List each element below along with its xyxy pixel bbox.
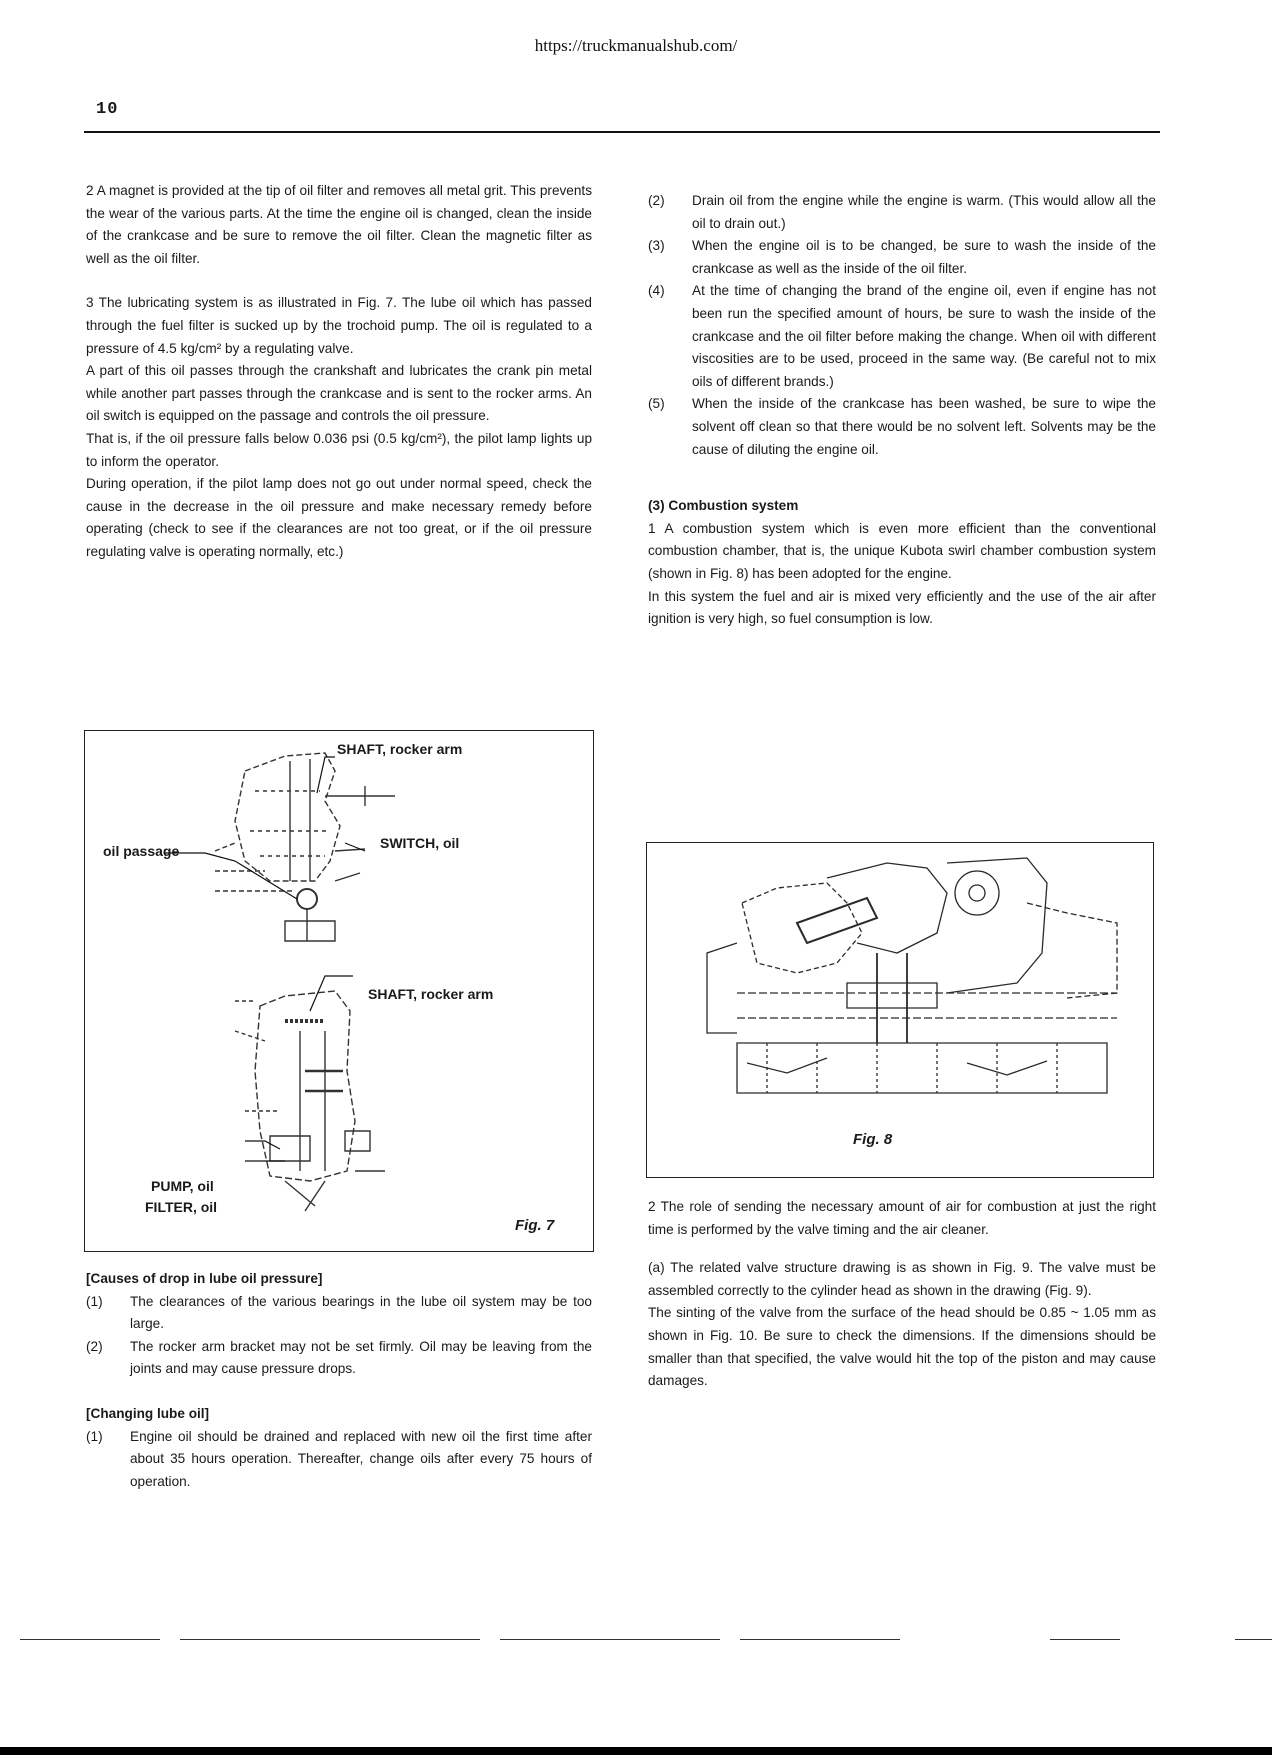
list-number: (1) <box>86 1428 103 1444</box>
list-number: (2) <box>86 1338 103 1354</box>
label-oil-passage: oil passage <box>103 843 180 859</box>
list-item <box>648 280 1156 393</box>
list-number: (5) <box>648 396 665 412</box>
lubrication-drawing <box>85 731 593 1251</box>
paragraph-pilot-lamp: That is, if the oil pressure falls below 0.036 psi (0.5 kg/cm²), the pilot lamp lights up to inform the operator. <box>86 430 592 469</box>
footer-rule <box>500 1639 720 1640</box>
list-item <box>86 1291 592 1336</box>
heading-changing-lube-oil: [Changing lube oil] <box>86 1405 210 1421</box>
paragraph-fuel-air-mixing: In this system the fuel and air is mixed very efficiently and the use of the air after ignition is very high, so fuel consumption is low. <box>648 588 1156 627</box>
list-text: At the time of changing the brand of the engine oil, even if engine has not been run the specified amount of hours, be sure to wash the inside of the crankcase and the oil filter before making the change. When oil with different viscosities are to be used, proceed in the same way. (Be careful not to mix oils of different brands.) <box>692 283 1156 389</box>
heading-causes-of-drop: [Causes of drop in lube oil pressure] <box>86 1271 323 1286</box>
heading-combustion-system: (3) Combustion system <box>648 498 799 514</box>
right-column <box>648 190 1156 631</box>
label-switch-oil: SWITCH, oil <box>380 835 460 851</box>
combustion-drawing <box>647 843 1153 1177</box>
list-item <box>86 1426 592 1494</box>
paragraph-valve-structure: (a) The related valve structure drawing is as shown in Fig. 9. The valve must be assembled correctly to the cylinder head as shown in the drawing (Fig. 9). <box>648 1260 1156 1298</box>
list-text: The rocker arm bracket may not be set firmly. Oil may be leaving from the joints and may cause pressure drops. <box>130 1338 592 1377</box>
left-column-lower <box>86 1268 592 1493</box>
list-number: (4) <box>648 283 665 299</box>
paragraph-oil-path: A part of this oil passes through the crankshaft and lubricates the crank pin metal while another part passes through the crankcase and is sent to the rocker arms. An oil switch is equipped on the passage and controls the oil pressure. <box>86 363 592 424</box>
figure-7-caption: Fig. 7 <box>515 1217 555 1234</box>
label-shaft-rocker-arm-bottom: SHAFT, rocker arm <box>368 986 494 1002</box>
paragraph-lubricating-system: 3 The lubricating system is as illustrated in Fig. 7. The lube oil which has passed through the fuel filter is sucked up by the trochoid pump. The oil is regulated to a pressure of 4.5 kg/cm² by a regulating valve. <box>86 295 592 356</box>
left-column <box>86 180 592 564</box>
footer-rule <box>20 1639 160 1640</box>
paragraph-magnet: 2 A magnet is provided at the tip of oil filter and removes all metal grit. This prevents the wear of the various parts. At the time the engine oil is changed, clean the inside of the crankcase and be sure to remove the oil filter. Clean the magnetic filter as well as the oil filter. <box>86 183 592 266</box>
label-filter-oil: FILTER, oil <box>145 1199 218 1215</box>
list-number: (3) <box>648 238 665 254</box>
figure-8-combustion-chamber <box>646 842 1154 1178</box>
paragraph-swirl-chamber: 1 A combustion system which is even more efficient than the conventional combustion chamber, that is, the unique Kubota swirl chamber combustion system (shown in Fig. 8) has been adopted for the engine. <box>648 520 1156 581</box>
figure-8-caption: Fig. 8 <box>853 1131 893 1148</box>
list-item <box>648 393 1156 461</box>
list-text: When the inside of the crankcase has been washed, be sure to wipe the solvent off clean so that there would be no solvent left. Solvents may be the cause of diluting the engine oil. <box>692 396 1156 457</box>
paragraph-valve-timing: 2 The role of sending the necessary amount of air for combustion at just the right time is performed by the valve timing and the air cleaner. <box>648 1199 1156 1237</box>
footer-rule <box>180 1639 480 1640</box>
label-shaft-rocker-arm-top: SHAFT, rocker arm <box>337 741 463 757</box>
list-number: (1) <box>86 1293 103 1309</box>
footer-rule <box>1050 1639 1120 1640</box>
footer-rule <box>1235 1639 1272 1640</box>
list-text: Engine oil should be drained and replaced with new oil the first time after about 35 hours operation. Thereafter, change oils after every 75 hours of operation. <box>130 1428 592 1489</box>
label-pump-oil: PUMP, oil <box>151 1178 214 1194</box>
list-text: Drain oil from the engine while the engine is warm. (This would allow all the oil to drain out.) <box>692 193 1156 231</box>
list-item <box>86 1336 592 1381</box>
right-column-lower <box>648 1196 1156 1393</box>
footer-rule <box>740 1639 900 1640</box>
scan-bottom-edge <box>0 1747 1272 1755</box>
list-text: When the engine oil is to be changed, be sure to wash the inside of the crankcase as well as the inside of the oil filter. <box>692 238 1156 276</box>
list-text: The clearances of the various bearings in the lube oil system may be too large. <box>130 1293 592 1332</box>
list-item <box>648 235 1156 280</box>
source-url: https://truckmanualshub.com/ <box>534 36 738 55</box>
header-rule <box>84 131 1160 133</box>
paragraph-valve-sinting: The sinting of the valve from the surface of the head should be 0.85 ~ 1.05 mm as shown in Fig. 10. Be sure to check the dimensions. If the dimensions should be smaller than that specified, the valve would hit the top of the piston and may cause damages. <box>648 1305 1156 1389</box>
paragraph-during-operation: During operation, if the pilot lamp does not go out under normal speed, check the cause in the decrease in the oil pressure and make necessary remedy before operating (check to see if the clearances are not too great, or if the oil pressure regulating valve is operating normally, etc.) <box>86 476 592 559</box>
list-number: (2) <box>648 193 665 208</box>
list-item <box>648 190 1156 235</box>
page-number: 10 <box>96 100 119 119</box>
figure-7-lubrication-diagram <box>84 730 594 1252</box>
